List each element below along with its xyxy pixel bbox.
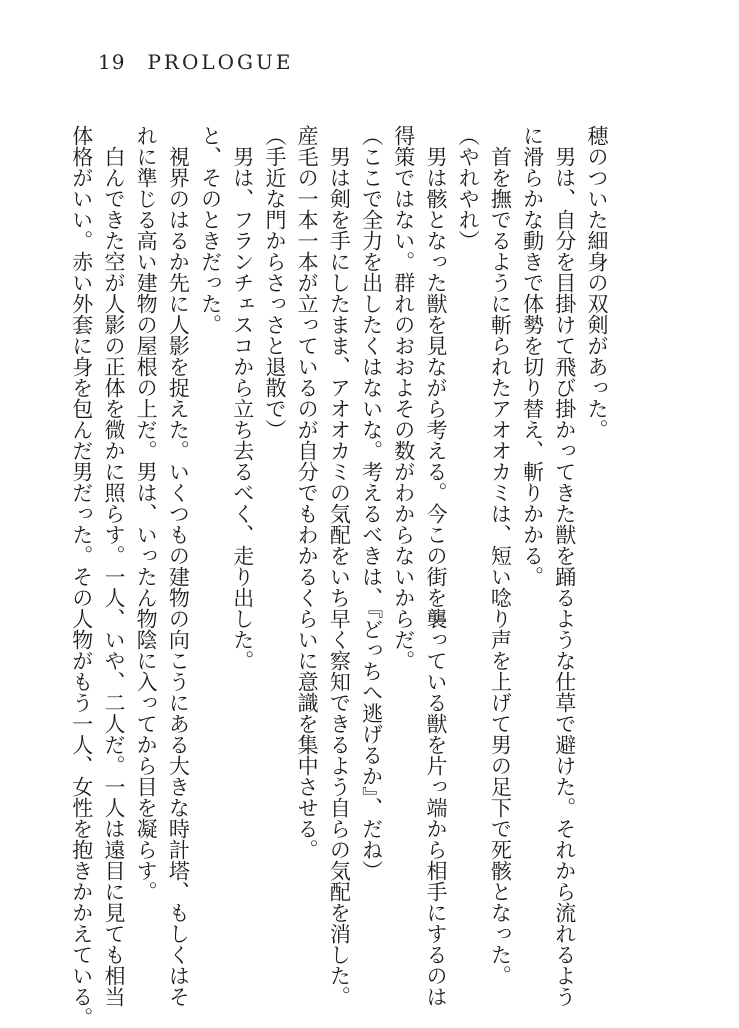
text-line: （手近な門からさっさと退散で） [262,125,287,440]
text-line: と、そのときだった。 [198,125,223,335]
text-line: 男は、自分を目掛けて飛び掛かってきた獣を踊るような仕草で避けた。それから流れるよう [552,146,577,1007]
text-line: に滑らかな動きで体勢を切り替え、斬りかかる。 [520,125,545,587]
text-line: 得策ではない。群れのおおよその数がわからないからだ。 [391,125,416,671]
text-line: 男は、フランチェスコから立ち去るべく、走り出した。 [230,146,255,671]
text-line: れに準じる高い建物の屋根の上だ。男は、いったん物陰に入ってから目を凝らす。 [134,125,159,902]
page-number: 19 [98,50,126,74]
running-header [98,50,293,74]
text-line: 白んできた空が人影の正体を微かに照らす。一人、いや、二人だ。一人は遠目に見ても相当 [101,146,126,1007]
text-line: 男は骸となった獣を見ながら考える。今この街を襲っている獣を片っ端から相手にするのは [423,146,448,1007]
text-line: 男は剣を手にしたまま、アオオカミの気配をいち早く察知できるよう自らの気配を消した。 [327,146,352,1007]
text-line: 視界のはるか先に人影を捉えた。いくつもの建物の向こうにある大きな時計塔、もしくはそ [166,146,191,1007]
section-title: PROLOGUE [147,50,294,74]
text-line: 穂のついた細身の双剣があった。 [585,125,609,440]
text-line: 体格がいい。赤い外套に身を包んだ男だった。その人物がもう一人、女性を抱きかかえている。 [69,125,94,1028]
text-line: 首を撫でるように斬られたアオオカミは、短い唸り声を上げて男の足下で死骸となった。 [488,146,513,986]
text-line: （やれやれ） [456,125,481,251]
text-line: （ここで全力を出したくはないな。考えるべきは、『どっちへ逃げるか』、だね） [359,125,384,881]
vertical-body-text [69,125,613,1028]
text-line: 産毛の一本一本が立っているのが自分でもわかるくらいに意識を集中させる。 [295,125,320,860]
